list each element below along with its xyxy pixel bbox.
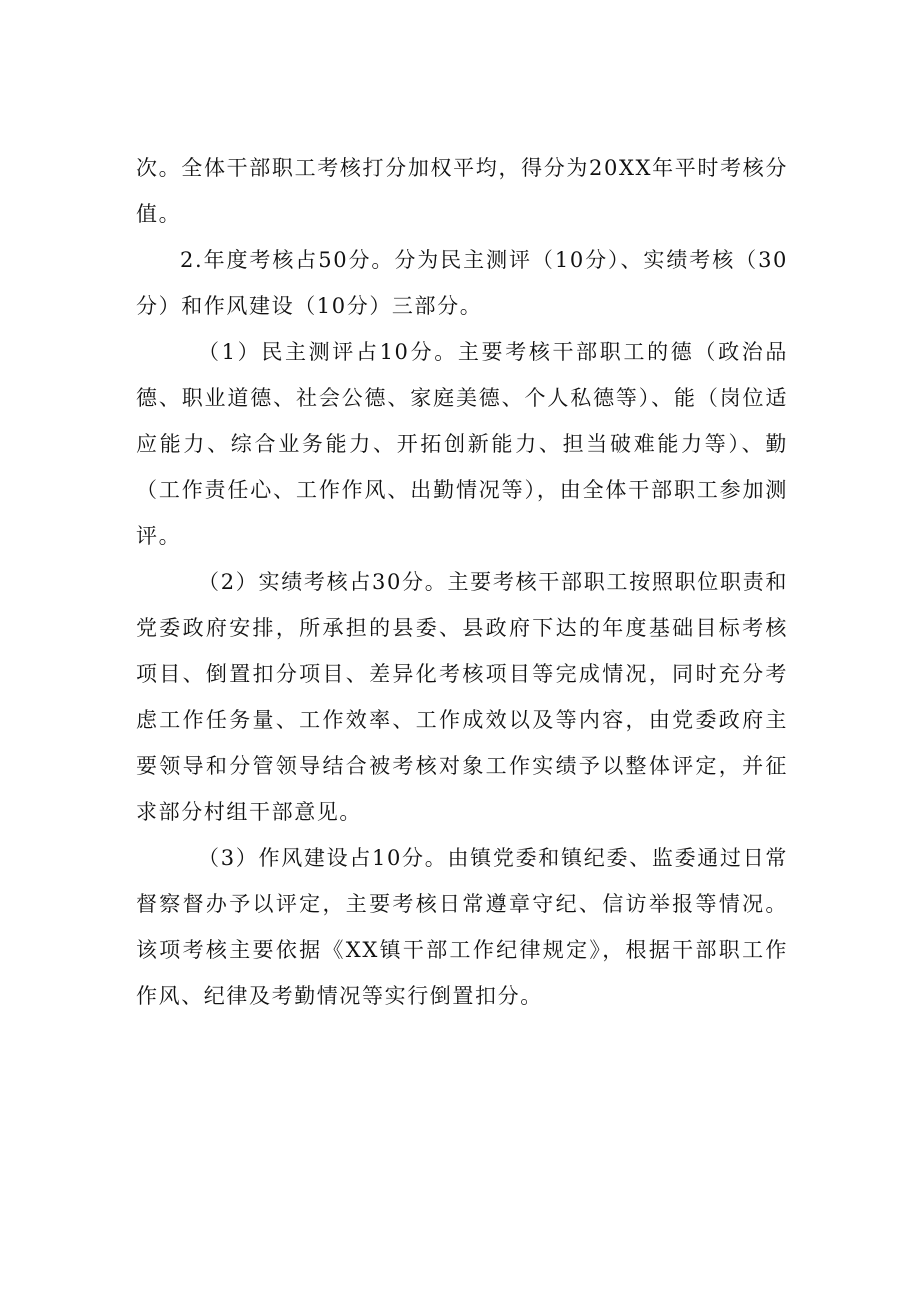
paragraph-performance-assessment: （2）实绩考核占30分。主要考核干部职工按照职位职责和党委政府安排，所承担的县委、县政府下达的年度基础目标考核项目、倒置扣分项目、差异化考核项目等完成情况，同时充分考虑工作任务量、工作效率、工作成效以及等内容，由党委政府主要领导和分管领导结合被考核对象工作实绩予以整体评定，并征求部分村组干部意见。 bbox=[136, 570, 788, 824]
document-body bbox=[136, 145, 788, 1019]
paragraph-work-style: （3）作风建设占10分。由镇党委和镇纪委、监委通过日常督察督办予以评定，主要考核日常遵章守纪、信访举报等情况。该项考核主要依据《XX镇干部工作纪律规定》，根据干部职工作作风、纪律及考勤情况等实行倒置扣分。 bbox=[136, 846, 788, 1008]
paragraph-democratic-evaluation: （1）民主测评占10分。主要考核干部职工的德（政治品德、职业道德、社会公德、家庭美德、个人私德等）、能（岗位适应能力、综合业务能力、开拓创新能力、担当破难能力等）、勤（工作责任心、工作作风、出勤情况等），由全体干部职工参加测评。 bbox=[136, 340, 788, 548]
paragraph-continuation: 次。全体干部职工考核打分加权平均，得分为20XX年平时考核分值。 bbox=[136, 156, 788, 226]
paragraph-annual-assessment: 2.年度考核占50分。分为民主测评（10分）、实绩考核（30分）和作风建设（10分）三部分。 bbox=[136, 248, 788, 318]
